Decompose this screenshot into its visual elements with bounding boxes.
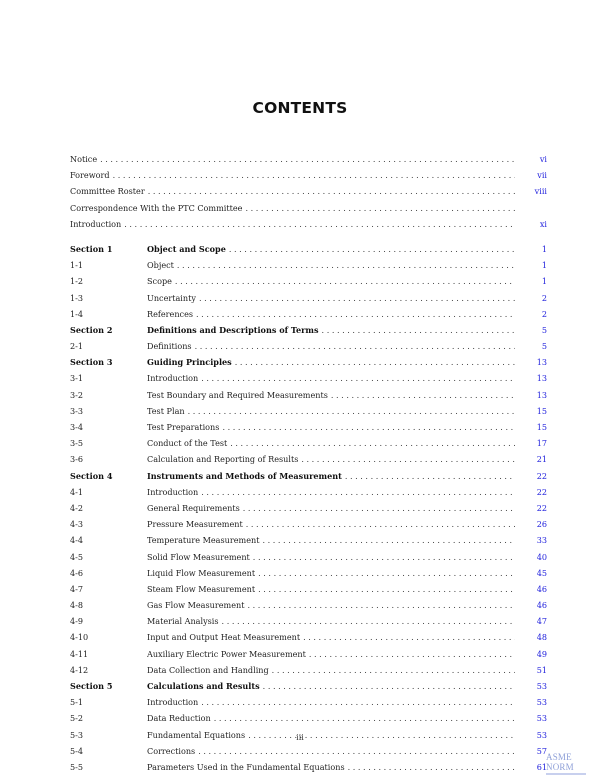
toc-entry-row[interactable]: [70, 387, 547, 403]
dot-leader: [148, 183, 515, 199]
dot-leader: [309, 646, 515, 662]
toc-section-row[interactable]: [70, 241, 547, 257]
toc-section-row[interactable]: [70, 322, 547, 338]
entry-number: 1-2: [70, 276, 84, 287]
page-link[interactable]: 40: [536, 551, 547, 562]
entry-title-with-leader: [147, 338, 515, 354]
entry-title-with-leader: [147, 597, 515, 613]
toc-entry-row[interactable]: [70, 151, 547, 167]
dot-leader: [175, 273, 515, 289]
entry-title: Introduction: [147, 373, 199, 384]
dot-leader: [246, 516, 515, 532]
dot-leader: [262, 532, 515, 548]
dot-leader: [230, 435, 515, 451]
entry-title: Introduction: [70, 218, 122, 229]
entry-number: Section 5: [70, 681, 113, 691]
entry-title-with-leader: [147, 516, 515, 532]
dot-leader: [331, 387, 515, 403]
entry-title: References: [147, 308, 194, 319]
entry-title-with-leader: [147, 403, 515, 419]
entry-title: Guiding Principles: [147, 357, 232, 368]
page-link[interactable]: 26: [536, 519, 547, 530]
entry-title-with-leader: [147, 484, 515, 500]
toc-entry-row[interactable]: [70, 581, 547, 597]
entry-title-with-leader: [147, 387, 515, 403]
toc-entry-row[interactable]: [70, 257, 547, 273]
entry-title: Introduction: [147, 486, 199, 497]
entry-number: 4-5: [70, 551, 84, 562]
toc-entry-row[interactable]: [70, 549, 547, 565]
entry-title-with-leader: [70, 167, 515, 183]
dot-leader: [222, 419, 515, 435]
entry-number: 5-4: [70, 745, 84, 756]
entry-title: Pressure Measurement: [147, 519, 243, 530]
entry-title: Uncertainty: [147, 292, 196, 303]
page-link[interactable]: 1: [541, 276, 547, 287]
toc-entry-row[interactable]: [70, 183, 547, 199]
page-link[interactable]: 1: [541, 260, 547, 271]
dot-leader: [100, 151, 515, 167]
toc-entry-row[interactable]: [70, 370, 547, 386]
dot-leader: [113, 167, 515, 183]
dot-leader: [214, 710, 515, 726]
page-link[interactable]: 53: [536, 697, 547, 708]
entry-title-with-leader: [147, 581, 515, 597]
toc-entry-row[interactable]: [70, 435, 547, 451]
toc-entry-row[interactable]: [70, 662, 547, 678]
entry-number: Section 3: [70, 357, 113, 368]
entry-number: 4-4: [70, 535, 84, 546]
entry-title-with-leader: [147, 759, 515, 775]
toc-entry-row[interactable]: [70, 613, 547, 629]
dot-leader: [243, 500, 515, 516]
page-link[interactable]: 53: [536, 681, 547, 691]
dot-leader: [258, 565, 515, 581]
toc-entry-row[interactable]: [70, 484, 547, 500]
entry-title: Corrections: [147, 745, 196, 756]
entry-title-with-leader: [147, 532, 515, 548]
page-link[interactable]: 22: [536, 470, 547, 481]
page-link[interactable]: vi: [539, 154, 547, 164]
entry-title: Parameters Used in the Fundamental Equations: [147, 761, 345, 772]
entry-title: Correspondence With the PTC Committee: [70, 202, 243, 213]
entry-title: Calculations and Results: [147, 681, 260, 691]
toc-entry-row[interactable]: [70, 743, 547, 759]
page-link[interactable]: 53: [536, 729, 547, 740]
entry-title: Material Analysis: [147, 616, 219, 627]
dot-leader: [235, 354, 515, 370]
entry-number: 4-9: [70, 616, 84, 627]
entry-title: Steam Flow Measurement: [147, 583, 256, 594]
entry-title-with-leader: [147, 257, 515, 273]
dot-leader: [199, 290, 515, 306]
entry-title-with-leader: [147, 646, 515, 662]
entry-title-with-leader: [147, 419, 515, 435]
entry-title: Object and Scope: [147, 243, 226, 254]
entry-title: Definitions and Descriptions of Terms: [147, 324, 319, 335]
page-link[interactable]: 15: [536, 405, 547, 416]
page-link[interactable]: 15: [536, 422, 547, 432]
entry-title: Instruments and Methods of Measurement: [147, 470, 342, 481]
page-link[interactable]: 22: [536, 502, 547, 513]
dot-leader: [222, 613, 515, 629]
entry-title: Fundamental Equations: [147, 729, 246, 740]
watermark-text: ASME NORM: [546, 752, 574, 772]
toc-entry-row[interactable]: [70, 273, 547, 289]
entry-title: Test Plan: [147, 405, 185, 416]
watermark-logo: [546, 752, 600, 775]
toc-entry-row[interactable]: [70, 710, 547, 726]
page-link[interactable]: 46: [536, 583, 547, 594]
entry-title-with-leader: [147, 290, 515, 306]
page-link[interactable]: 5: [541, 324, 547, 335]
entry-number: 5-5: [70, 761, 84, 772]
toc-section-row[interactable]: [70, 468, 547, 484]
dot-leader: [258, 581, 515, 597]
page-link[interactable]: 1: [541, 243, 547, 254]
entry-title: Committee Roster: [70, 186, 145, 197]
page-link[interactable]: 17: [536, 438, 547, 449]
toc-entry-row[interactable]: [70, 500, 547, 516]
watermark-underline: [546, 773, 586, 775]
entry-number: 4-11: [70, 648, 89, 659]
page-link[interactable]: 46: [536, 600, 547, 611]
entry-title-with-leader: [147, 354, 515, 370]
entry-number: 4-6: [70, 567, 84, 578]
toc-entry-row[interactable]: [70, 565, 547, 581]
entry-number: 3-3: [70, 405, 84, 416]
toc-entry-row[interactable]: [70, 306, 547, 322]
toc-entry-row[interactable]: [70, 759, 547, 775]
dot-leader: [263, 678, 515, 694]
entry-title: Auxiliary Electric Power Measurement: [147, 648, 306, 659]
entry-title-with-leader: [147, 451, 515, 467]
entry-title-with-leader: [147, 500, 515, 516]
entry-title: Notice: [70, 154, 98, 164]
entry-title: Scope: [147, 276, 172, 287]
entry-number: 4-12: [70, 664, 89, 675]
table-of-contents: [70, 151, 547, 775]
entry-title: Test Preparations: [147, 422, 220, 432]
page-link[interactable]: xi: [539, 218, 547, 229]
toc-entry-row[interactable]: [70, 597, 547, 613]
dot-leader: [201, 484, 515, 500]
toc-section-row[interactable]: [70, 678, 547, 694]
entry-number: Section 2: [70, 324, 113, 335]
entry-title: Introduction: [147, 697, 199, 708]
entry-title: Test Boundary and Required Measurements: [147, 389, 328, 400]
dot-leader: [201, 694, 515, 710]
page-title: CONTENTS: [252, 99, 348, 117]
entry-title-with-leader: [147, 743, 515, 759]
entry-number: 3-5: [70, 438, 84, 449]
entry-number: 4-7: [70, 583, 84, 594]
dot-leader: [201, 370, 515, 386]
toc-entry-row[interactable]: [70, 200, 547, 216]
dot-leader: [198, 743, 515, 759]
entry-number: 4-3: [70, 519, 84, 530]
toc-entry-row[interactable]: [70, 694, 547, 710]
entry-number: 4-10: [70, 632, 89, 643]
entry-title-with-leader: [70, 216, 515, 232]
entry-title-with-leader: [147, 241, 515, 257]
entry-title: Liquid Flow Measurement: [147, 567, 256, 578]
dot-leader: [229, 241, 515, 257]
dot-leader: [247, 597, 515, 613]
page-link[interactable]: viii: [534, 186, 547, 197]
page-link[interactable]: 13: [536, 373, 547, 384]
page-link[interactable]: 13: [536, 357, 547, 368]
entry-number: 2-1: [70, 341, 84, 352]
page-link[interactable]: 2: [541, 292, 547, 303]
dot-leader: [303, 629, 515, 645]
toc-section-row[interactable]: [70, 354, 547, 370]
page-link[interactable]: 45: [536, 567, 547, 578]
entry-number: 3-1: [70, 373, 84, 384]
entry-title: Temperature Measurement: [147, 535, 260, 546]
entry-title-with-leader: [147, 370, 515, 386]
dot-leader: [196, 306, 515, 322]
entry-title-with-leader: [147, 549, 515, 565]
entry-title-with-leader: [147, 565, 515, 581]
toc-entry-row[interactable]: [70, 451, 547, 467]
entry-title-with-leader: [147, 710, 515, 726]
dot-leader: [188, 403, 515, 419]
entry-number: Section 4: [70, 470, 113, 481]
entry-title-with-leader: [147, 435, 515, 451]
entry-title: General Requirements: [147, 502, 240, 513]
dot-leader: [124, 216, 515, 232]
front-matter-list: [70, 151, 547, 232]
entry-title: Definitions: [147, 341, 192, 352]
entry-number: 4-2: [70, 502, 84, 513]
entry-number: 5-1: [70, 697, 84, 708]
dot-leader: [195, 338, 515, 354]
page-link[interactable]: 21: [536, 454, 547, 465]
toc-entry-row[interactable]: [70, 629, 547, 645]
entry-title: Conduct of the Test: [147, 438, 228, 449]
dot-leader: [253, 549, 515, 565]
entry-title-with-leader: [147, 322, 515, 338]
page-link[interactable]: vii: [537, 170, 547, 181]
entry-number: 3-6: [70, 454, 84, 465]
entry-title: Gas Flow Measurement: [147, 600, 245, 611]
toc-entry-row[interactable]: [70, 532, 547, 548]
entry-number: 4-1: [70, 486, 84, 497]
entry-number: 5-3: [70, 729, 84, 740]
dot-leader: [177, 257, 515, 273]
dot-leader: [322, 322, 515, 338]
page-link[interactable]: 33: [536, 535, 547, 546]
entry-title-with-leader: [147, 629, 515, 645]
entry-title: Foreword: [70, 170, 110, 181]
page-link[interactable]: 22: [536, 486, 547, 497]
page-link[interactable]: 57: [536, 745, 547, 756]
page-link[interactable]: 47: [536, 616, 547, 627]
page-link[interactable]: 53: [536, 713, 547, 724]
page-link[interactable]: 61: [536, 761, 547, 772]
entry-title: Object: [147, 260, 174, 271]
entry-number: 1-3: [70, 292, 84, 303]
entry-title-with-leader: [70, 151, 515, 167]
entry-title-with-leader: [147, 613, 515, 629]
dot-leader: [301, 451, 515, 467]
entry-title-with-leader: [147, 662, 515, 678]
toc-entry-row[interactable]: [70, 403, 547, 419]
page-number: iii: [296, 733, 304, 742]
entry-title: Input and Output Heat Measurement: [147, 632, 301, 643]
entry-number: 5-2: [70, 713, 84, 724]
toc-entry-row[interactable]: [70, 216, 547, 232]
page-link[interactable]: 51: [536, 664, 547, 675]
entry-title-with-leader: [147, 694, 515, 710]
entry-title-with-leader: [147, 306, 515, 322]
toc-entry-row[interactable]: [70, 290, 547, 306]
entry-title-with-leader: [147, 678, 515, 694]
entry-title: Calculation and Reporting of Results: [147, 454, 299, 465]
entry-number: 1-4: [70, 308, 84, 319]
dot-leader: [272, 662, 515, 678]
entry-title-with-leader: [70, 200, 515, 216]
dot-leader: [245, 200, 515, 216]
entry-title-with-leader: [147, 468, 515, 484]
page-link[interactable]: 13: [536, 389, 547, 400]
toc-entry-row[interactable]: [70, 646, 547, 662]
toc-entry-row[interactable]: [70, 516, 547, 532]
toc-entry-row[interactable]: [70, 419, 547, 435]
page-link[interactable]: 5: [541, 341, 547, 352]
page-link[interactable]: 48: [536, 632, 547, 643]
entry-number: 4-8: [70, 600, 84, 611]
toc-entry-row[interactable]: [70, 167, 547, 183]
entry-title: Data Reduction: [147, 713, 211, 724]
page-link[interactable]: 49: [536, 648, 547, 659]
toc-entry-row[interactable]: [70, 338, 547, 354]
entry-number: 1-1: [70, 260, 84, 271]
entry-number: 3-2: [70, 389, 84, 400]
entry-number: 3-4: [70, 422, 84, 432]
entry-title-with-leader: [147, 273, 515, 289]
entry-title: Solid Flow Measurement: [147, 551, 250, 562]
dot-leader: [348, 759, 515, 775]
entry-number: Section 1: [70, 243, 113, 254]
entry-title: Data Collection and Handling: [147, 664, 269, 675]
entry-title-with-leader: [70, 183, 515, 199]
dot-leader: [345, 468, 515, 484]
page-link[interactable]: 2: [541, 308, 547, 319]
sections-list: [70, 241, 547, 775]
